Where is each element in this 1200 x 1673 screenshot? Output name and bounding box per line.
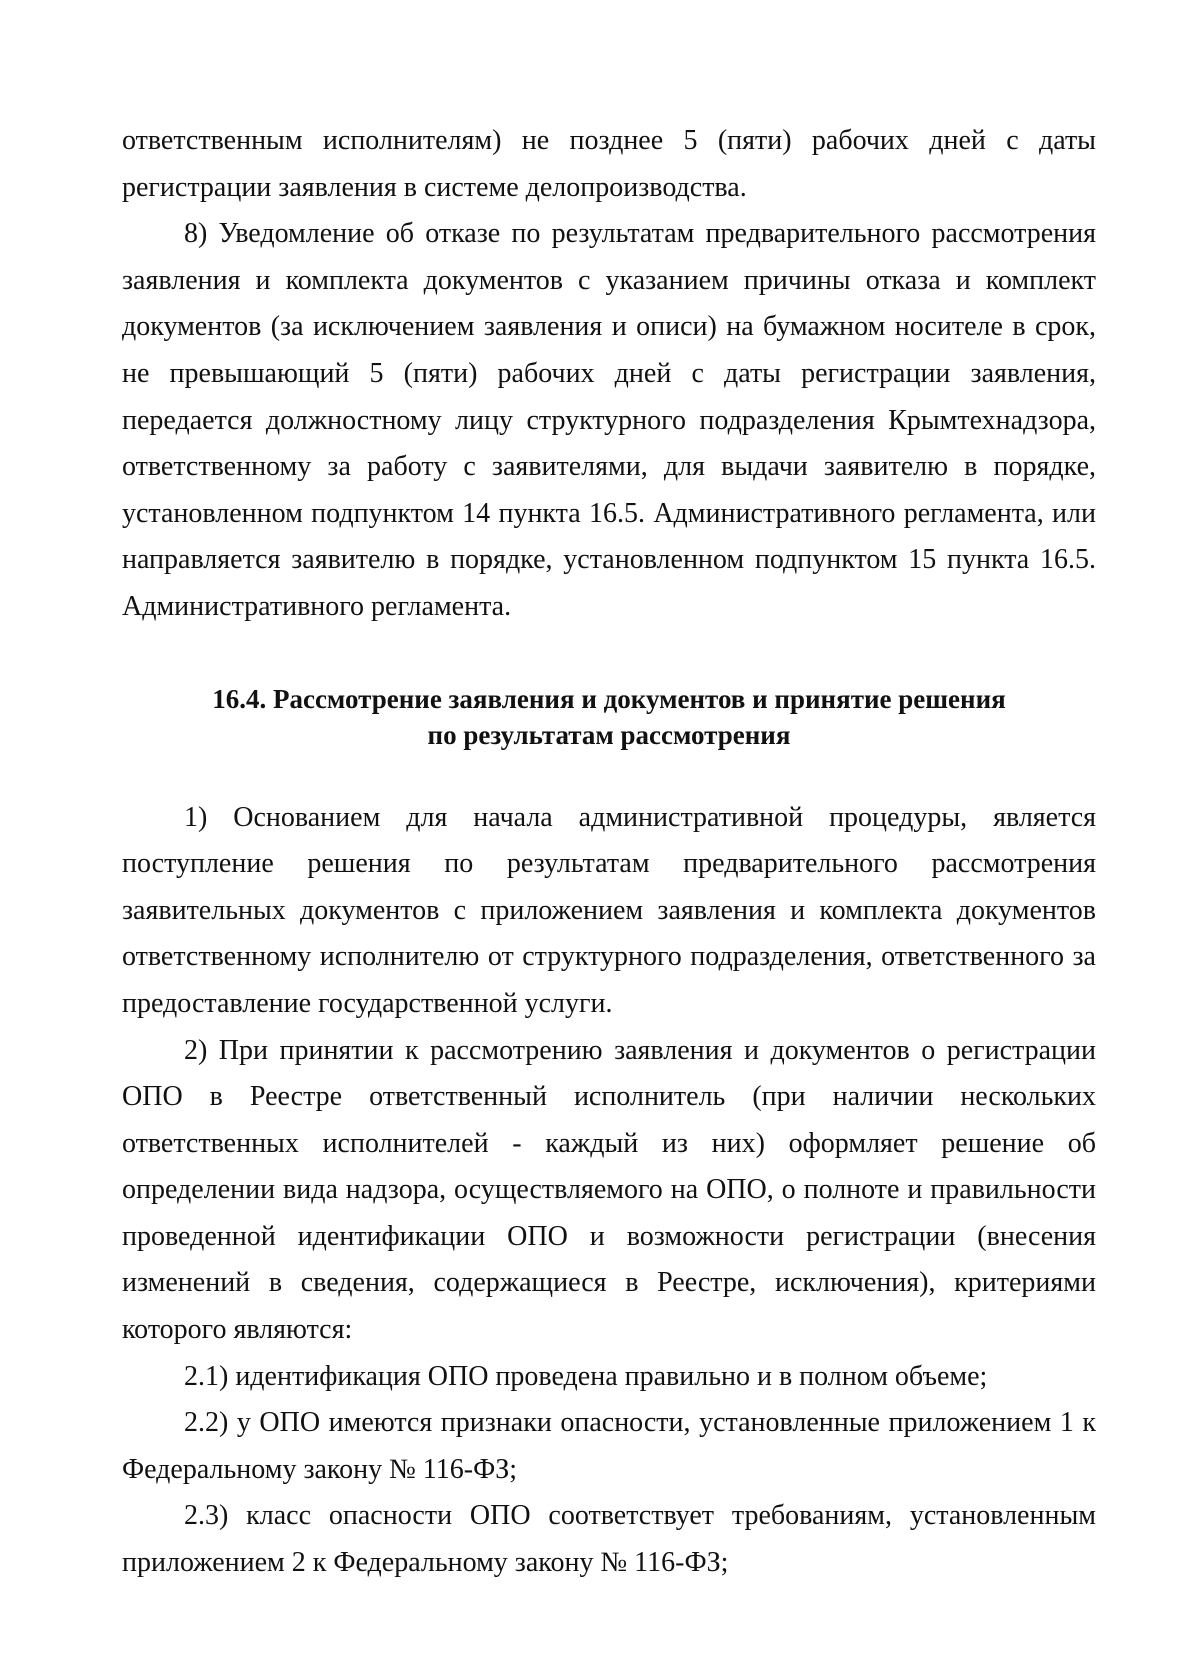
section-heading: [122, 681, 1096, 753]
paragraph-item-1: 1) Основанием для начала административной процедуры, является поступление решения по результатам предварительного рассмотрения заявительных документов с приложением заявления и комплекта документов ответственному исполнителю от структурного подразделения, ответственного за предоставление государственной услуги.: [122, 801, 1096, 1019]
paragraph-item-2-1: 2.1) идентификация ОПО проведена правильно и в полном объеме;: [184, 1360, 988, 1392]
document-page: [122, 118, 1096, 1587]
paragraph-item-2: 2) При принятии к рассмотрению заявления и документов о регистрации ОПО в Реестре ответственный исполнитель (при наличии нескольких ответственных исполнителей - каждый из них) оформляет решение об определении вида надзора, осуществляемого на ОПО, о полноте и правильности проведенной идентификации ОПО и возможности регистрации (внесения изменений в сведения, содержащиеся в Реестре, исключения), критериями которого являются:: [122, 1034, 1096, 1346]
section-heading-line-2: по результатам рассмотрения: [427, 719, 791, 750]
paragraph-item-2-2: 2.2) у ОПО имеются признаки опасности, установленные приложением 1 к Федеральному закону № 116-ФЗ;: [122, 1407, 1096, 1485]
paragraph-continuation: ответственным исполнителям) не позднее 5 (пяти) рабочих дней с даты регистрации заявления в системе делопроизводства.: [122, 125, 1096, 203]
section-heading-line-1: 16.4. Рассмотрение заявления и документов и принятие решения: [212, 683, 1006, 714]
paragraph-item-2-3: 2.3) класс опасности ОПО соответствует требованиям, установленным приложением 2 к Федеральному закону № 116-ФЗ;: [122, 1500, 1096, 1579]
paragraph-item-8: 8) Уведомление об отказе по результатам предварительного рассмотрения заявления и комплекта документов с указанием причины отказа и комплект документов (за исключением заявления и описи) на бумажном носителе в срок, не превышающий 5 (пяти) рабочих дней с даты регистрации заявления, передается должностному лицу структурного подразделения Крымтехнадзора, ответственному за работу с заявителями, для выдачи заявителю в порядке, установленном подпунктом 14 пункта 16.5. Административного регламента, или направляется заявителю в порядке, установленном подпунктом 15 пункта 16.5. Административного регламента.: [122, 218, 1096, 622]
